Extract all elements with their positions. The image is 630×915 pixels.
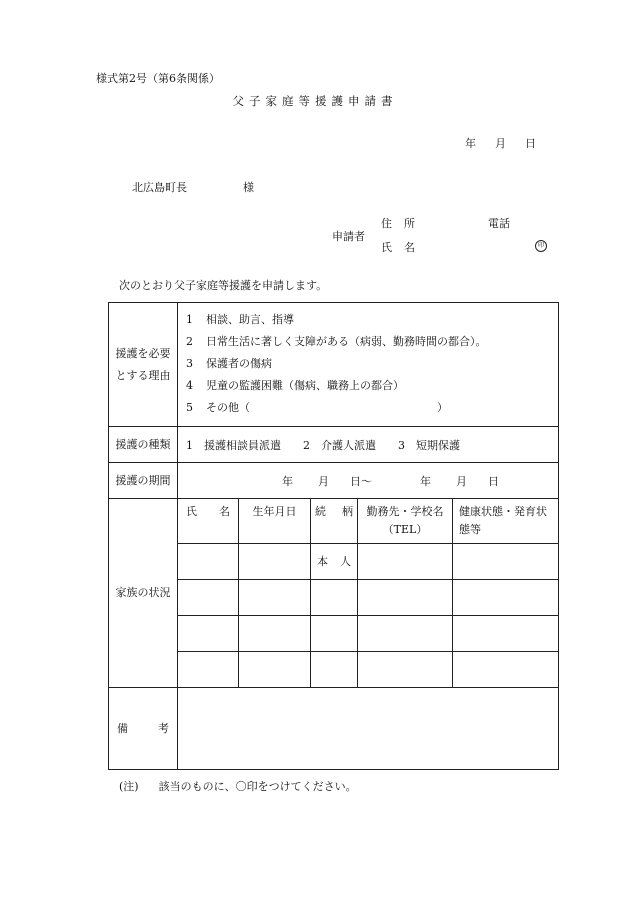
family-cell-name[interactable] [178, 544, 239, 580]
col-birthdate: 生年月日 [239, 499, 311, 544]
family-cell-birthdate[interactable] [239, 652, 311, 688]
family-label: 家族の状況 [109, 499, 178, 688]
family-cell-birthdate[interactable] [239, 616, 311, 652]
type-options[interactable] [178, 427, 559, 463]
period-field[interactable]: 年 月 日～ 年 月 日 [178, 463, 559, 499]
intro-text: 次のとおり父子家庭等援護を申請します。 [119, 279, 328, 292]
period-label: 援護の期間 [109, 463, 178, 499]
reason-item-3[interactable]: 3 保護者の傷病 [186, 357, 272, 370]
family-cell-name[interactable] [178, 652, 239, 688]
period-row [109, 463, 559, 499]
family-header-row [109, 499, 559, 544]
col-health: 健康状態・発育状 態等 [453, 499, 559, 544]
application-date [465, 135, 553, 151]
reason-row [109, 303, 559, 427]
footnote-text: 該当のものに、〇印をつけてください。 [158, 780, 357, 793]
family-cell-relation[interactable] [311, 652, 358, 688]
form-number: 様式第2号（第6条関係） [96, 72, 220, 85]
footnote-mark: (注) [119, 780, 139, 793]
col-workplace: 勤務先・学校名 （TEL） [358, 499, 453, 544]
footnote [119, 778, 357, 794]
type-option-1[interactable]: 1 援護相談員派遣 [186, 438, 281, 452]
addressee [132, 179, 254, 195]
col-name: 氏 名 [178, 499, 239, 544]
reason-item-5[interactable]: 5 その他（ ） [186, 401, 448, 414]
remarks-label: 備 考 [109, 688, 178, 770]
family-cell-workplace[interactable] [358, 544, 453, 580]
address-label: 住 所 [381, 217, 415, 230]
family-cell-workplace[interactable] [358, 580, 453, 616]
family-cell-relation[interactable] [311, 616, 358, 652]
family-cell-name[interactable] [178, 580, 239, 616]
remarks-row [109, 688, 559, 770]
document-title: 父子家庭等援護申請書 [232, 94, 398, 108]
family-cell-health[interactable] [453, 580, 559, 616]
remarks-field[interactable] [178, 688, 559, 770]
family-cell-health[interactable] [453, 544, 559, 580]
family-cell-birthdate[interactable] [239, 580, 311, 616]
reason-item-1[interactable]: 1 相談、助言、指導 [186, 313, 294, 326]
reason-label: 援護を必要 とする理由 [109, 303, 178, 427]
type-option-2[interactable]: 2 介護人派遣 [303, 438, 376, 452]
family-cell-birthdate[interactable] [239, 544, 311, 580]
name-label: 氏 名 [381, 241, 415, 254]
family-cell-workplace[interactable] [358, 616, 453, 652]
family-cell-relation[interactable] [311, 580, 358, 616]
self-label: 本 人 [311, 544, 358, 580]
col-relation: 続 柄 [311, 499, 358, 544]
seal-icon: 印 [535, 240, 547, 252]
addressee-honorific: 様 [243, 181, 254, 194]
type-label: 援護の種類 [109, 427, 178, 463]
family-cell-health[interactable] [453, 652, 559, 688]
date-year-label: 年 [465, 137, 476, 150]
phone-label: 電話 [488, 217, 510, 230]
reason-options[interactable] [178, 303, 559, 427]
date-month-label: 月 [495, 137, 506, 150]
family-cell-workplace[interactable] [358, 652, 453, 688]
reason-item-4[interactable]: 4 児童の監護困難（傷病、職務上の都合） [186, 379, 404, 392]
date-day-label: 日 [525, 137, 536, 150]
applicant-label: 申請者 [332, 230, 365, 243]
family-cell-name[interactable] [178, 616, 239, 652]
type-option-3[interactable]: 3 短期保護 [398, 438, 460, 452]
addressee-name: 北広島町長 [132, 181, 187, 194]
application-table [108, 302, 559, 770]
reason-item-2[interactable]: 2 日常生活に著しく支障がある（病弱、勤務時間の都合）。 [186, 335, 487, 348]
type-row [109, 427, 559, 463]
family-cell-health[interactable] [453, 616, 559, 652]
